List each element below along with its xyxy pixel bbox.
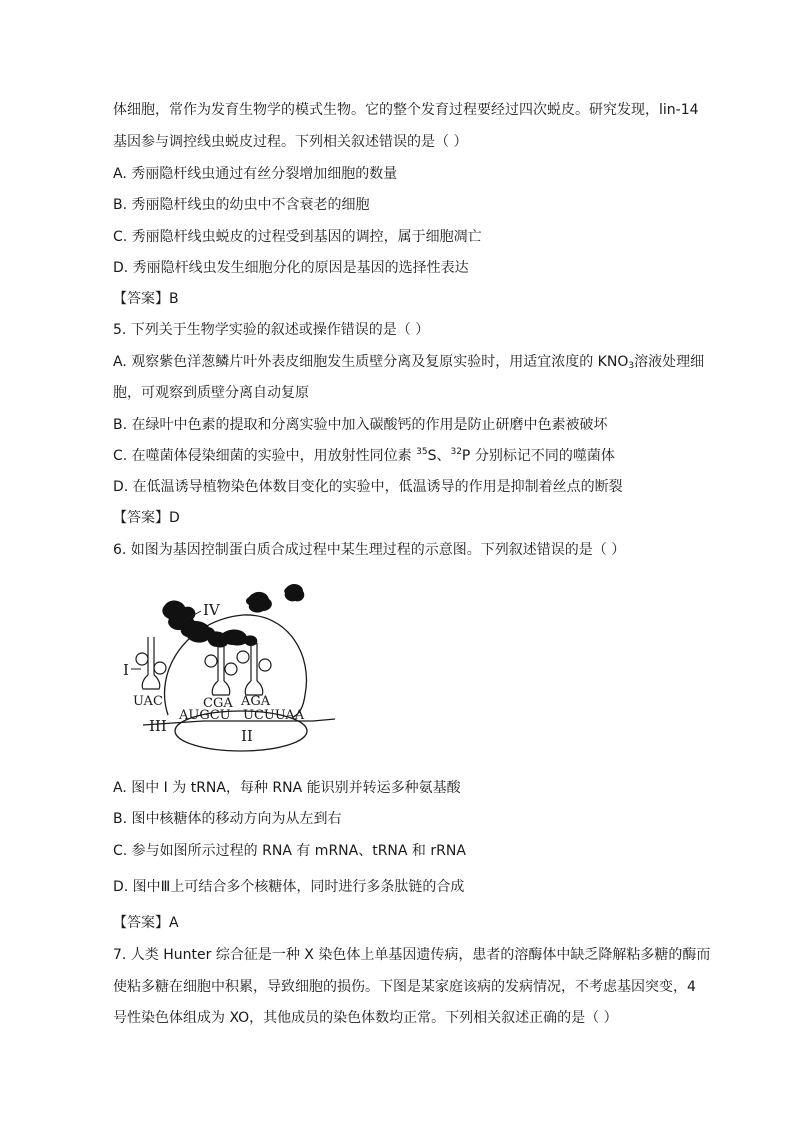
q7-line2: 使粘多糖在细胞中积累，导致细胞的损伤。下图是某家庭该病的发病情况，不考虑基因突变，4 xyxy=(113,979,696,995)
q4-stem-line1: 体细胞，常作为发育生物学的模式生物。它的整个发育过程要经过四次蜕皮。研究发现，lin-14 xyxy=(113,102,699,118)
q7-line3: 号性染色体组成为 XO，其他成员的染色体数均正常。下列相关叙述正确的是（ ） xyxy=(113,1010,618,1026)
q5-option-d: D. 在低温诱导植物染色体数目变化的实验中，低温诱导的作用是抑制着丝点的断裂 xyxy=(113,479,623,495)
answer-tag: 【答案】 xyxy=(113,291,169,307)
q7-line1: 7. 人类 Hunter 综合征是一种 X 染色体上单基因遗传病，患者的溶酶体中缺乏降解粘多糖的酶而 xyxy=(113,947,711,963)
answer-value: A xyxy=(169,915,179,931)
label-i: I xyxy=(123,661,129,679)
q4-option-b: B. 秀丽隐杆线虫的幼虫中不含衰老的细胞 xyxy=(113,197,370,213)
anticodon-aga: AGA xyxy=(241,694,271,709)
answer-value: B xyxy=(169,291,179,307)
q4-stem-line2: 基因参与调控线虫蜕皮过程。下列相关叙述错误的是（ ） xyxy=(113,134,468,150)
trna-i xyxy=(136,637,166,689)
q5-option-a: A. 观察紫色洋葱鳞片叶外表皮细胞发生质壁分离及复原实验时，用适宜浓度的 $KNO_3$溶液处理细 xyxy=(113,354,705,371)
q6-answer xyxy=(113,913,179,933)
trna-in-ribosome xyxy=(205,643,237,695)
anticodon-cga: CGA xyxy=(203,696,233,711)
codons-right: UCUUAA xyxy=(243,708,305,723)
anticodon-uac: UAC xyxy=(133,694,163,709)
q4-option-a: A. 秀丽隐杆线虫通过有丝分裂增加细胞的数量 xyxy=(113,166,398,182)
q4-option-c: C. 秀丽隐杆线虫蜕皮的过程受到基因的调控，属于细胞凋亡 xyxy=(113,229,482,245)
q4-answer xyxy=(113,289,179,309)
q6-option-d: D. 图中Ⅲ上可结合多个核糖体，同时进行多条肽链的合成 xyxy=(113,879,465,895)
answer-tag: 【答案】 xyxy=(113,915,169,931)
mrna-strand xyxy=(143,719,335,725)
label-iii: III xyxy=(149,717,167,735)
label-ii: II xyxy=(241,727,253,745)
answer-value: D xyxy=(169,510,180,526)
q6-stem: 6. 如图为基因控制蛋白质合成过程中某生理过程的示意图。下列叙述错误的是（ ） xyxy=(113,542,626,558)
q5-answer xyxy=(113,508,180,528)
label-iv: IV xyxy=(203,601,220,619)
answer-tag: 【答案】 xyxy=(113,510,169,526)
trna-in-ribosome xyxy=(237,643,271,695)
q6-option-c: C. 参与如图所示过程的 RNA 有 mRNA、tRNA 和 rRNA xyxy=(113,843,466,859)
q6-option-a: A. 图中 I 为 tRNA，每种 RNA 能识别并转运多种氨基酸 xyxy=(113,780,461,796)
q4-option-d: D. 秀丽隐杆线虫发生细胞分化的原因是基因的选择性表达 xyxy=(113,260,469,276)
q5-option-b: B. 在绿叶中色素的提取和分离实验中加入碳酸钙的作用是防止研磨中色素被破坏 xyxy=(113,417,608,433)
translation-diagram xyxy=(113,575,343,770)
codons-left: AUGCU xyxy=(179,708,231,723)
q5-stem: 5. 下列关于生物学实验的叙述或操作错误的是（ ） xyxy=(113,322,430,338)
amino-acid-blob xyxy=(246,592,272,613)
q5-option-a-line2: 胞，可观察到质壁分离自动复原 xyxy=(113,385,309,401)
amino-acid-blob xyxy=(284,584,304,601)
q6-option-b: B. 图中核糖体的移动方向为从左到右 xyxy=(113,811,342,827)
q5-option-c: C. 在噬菌体侵染细菌的实验中，用放射性同位素 $^{35}$S、$^{32}$P 分别标记不同的噬菌体 xyxy=(113,447,615,464)
